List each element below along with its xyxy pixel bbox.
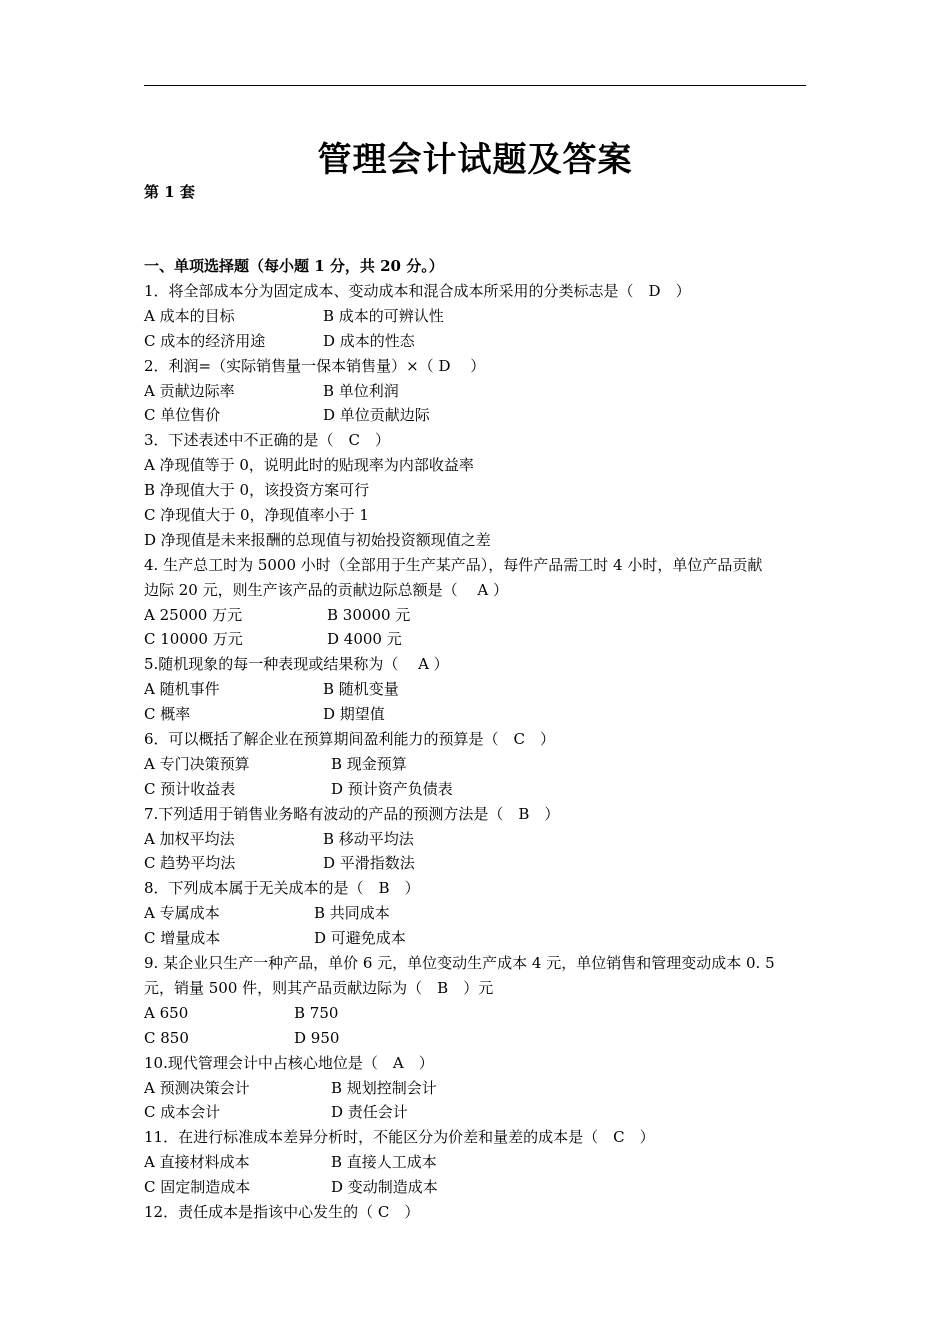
answer-option: D 净现值是未来报酬的总现值与初始投资额现值之差	[144, 530, 491, 549]
answer-option: B 规划控制会计	[331, 1078, 437, 1097]
page-title: 管理会计试题及答案	[317, 140, 633, 180]
answer-option: A 预测决策会计	[144, 1078, 250, 1097]
answer-option: B 现金预算	[331, 754, 407, 773]
question-stem: 12．责任成本是指该中心发生的（ C ）	[144, 1202, 420, 1221]
option-row	[144, 403, 810, 428]
option-row	[144, 304, 810, 329]
option-row	[144, 1150, 810, 1175]
option-row	[144, 503, 810, 528]
option-row	[144, 752, 810, 777]
answer-option: D 平滑指数法	[323, 854, 415, 873]
question-item	[144, 553, 810, 653]
answer-option: D 可避免成本	[314, 929, 406, 948]
answer-option: C 增量成本	[144, 929, 221, 948]
answer-option: A 25000 万元	[144, 605, 243, 624]
answer-option: D 预计资产负债表	[331, 779, 453, 798]
question-item	[144, 1125, 810, 1200]
answer-option: D 4000 元	[327, 630, 402, 649]
answer-option: A 贡献边际率	[144, 381, 235, 400]
question-stem: 10.现代管理会计中占核心地位是（ A ）	[144, 1053, 434, 1072]
answer-option: A 净现值等于 0，说明此时的贴现率为内部收益率	[144, 456, 474, 475]
option-row	[144, 478, 810, 503]
option-row	[144, 1026, 810, 1051]
answer-option: C 预计收益表	[144, 779, 236, 798]
set-label: 第 1 套	[144, 183, 195, 201]
question-item	[144, 279, 810, 354]
option-row	[144, 627, 810, 652]
option-row	[144, 777, 810, 802]
answer-option: D 950	[294, 1028, 340, 1047]
question-item	[144, 727, 810, 802]
question-item	[144, 652, 810, 727]
answer-option: C 10000 万元	[144, 630, 243, 649]
answer-option: C 概率	[144, 705, 191, 724]
answer-option: B 成本的可辨认性	[323, 306, 444, 325]
question-list	[144, 279, 810, 1225]
answer-option: C 成本的经济用途	[144, 331, 266, 350]
answer-option: D 变动制造成本	[331, 1178, 438, 1197]
option-row	[144, 901, 810, 926]
answer-option: A 专属成本	[144, 904, 220, 923]
question-item	[144, 1200, 810, 1225]
question-stem: 2．利润=（实际销售量一保本销售量）×（ D ）	[144, 356, 486, 375]
question-stem: 9. 某企业只生产一种产品，单价 6 元，单位变动生产成本 4 元，单位销售和管理变动成本 0. 5	[144, 954, 775, 973]
answer-option: B 30000 元	[327, 605, 411, 624]
option-row	[144, 1076, 810, 1101]
answer-option: D 单位贡献边际	[323, 406, 430, 425]
question-stem: 5.随机现象的每一种表现或结果称为（ A ）	[144, 655, 449, 674]
question-stem: 1．将全部成本分为固定成本、变动成本和混合成本所采用的分类标志是（ D ）	[144, 282, 691, 300]
option-row	[144, 528, 810, 553]
question-stem: 元，销量 500 件，则其产品贡献边际为（ B ）元	[144, 978, 494, 997]
question-item	[144, 951, 810, 1051]
answer-option: B 直接人工成本	[331, 1153, 437, 1172]
answer-option: D 责任会计	[331, 1103, 408, 1122]
answer-option: A 随机事件	[144, 680, 220, 699]
answer-option: C 趋势平均法	[144, 854, 236, 873]
answer-option: A 650	[144, 1003, 189, 1022]
header-rule	[144, 85, 806, 86]
option-row	[144, 926, 810, 951]
question-stem: 11．在进行标准成本差异分析时，不能区分为价差和量差的成本是（ C ）	[144, 1128, 655, 1147]
answer-option: D 成本的性态	[323, 331, 415, 350]
answer-option: C 成本会计	[144, 1103, 221, 1122]
answer-option: C 单位售价	[144, 406, 221, 425]
answer-option: B 净现值大于 0，该投资方案可行	[144, 481, 370, 500]
option-row	[144, 603, 810, 628]
answer-option: A 专门决策预算	[144, 754, 250, 773]
question-stem: 4. 生产总工时为 5000 小时（全部用于生产某产品），每件产品需工时 4 小时，单位产品贡献	[144, 555, 763, 574]
option-row	[144, 677, 810, 702]
option-row	[144, 329, 810, 354]
answer-option: C 850	[144, 1028, 189, 1047]
question-stem: 6．可以概括了解企业在预算期间盈利能力的预算是（ C ）	[144, 730, 556, 749]
option-row	[144, 1100, 810, 1125]
answer-option: B 单位利润	[323, 381, 399, 400]
question-item	[144, 428, 810, 552]
option-row	[144, 1175, 810, 1200]
option-row	[144, 827, 810, 852]
question-item	[144, 1051, 810, 1126]
question-item	[144, 802, 810, 877]
answer-option: A 成本的目标	[144, 306, 235, 325]
option-row	[144, 453, 810, 478]
option-row	[144, 379, 810, 404]
answer-option: B 750	[294, 1003, 339, 1022]
answer-option: B 随机变量	[323, 680, 399, 699]
answer-option: B 共同成本	[314, 904, 390, 923]
answer-option: B 移动平均法	[323, 829, 414, 848]
question-stem: 8．下列成本属于无关成本的是（ B ）	[144, 879, 420, 898]
question-item	[144, 876, 810, 951]
answer-option: C 净现值大于 0，净现值率小于 1	[144, 506, 369, 525]
answer-option: A 加权平均法	[144, 829, 235, 848]
section-heading: 一、单项选择题（每小题 1 分，共 20 分。）	[144, 257, 444, 275]
answer-option: A 直接材料成本	[144, 1153, 250, 1172]
question-stem: 7.下列适用于销售业务略有波动的产品的预测方法是（ B ）	[144, 804, 560, 823]
answer-option: C 固定制造成本	[144, 1178, 251, 1197]
option-row	[144, 702, 810, 727]
question-stem: 3．下述表述中不正确的是（ C ）	[144, 431, 391, 450]
answer-option: D 期望值	[323, 705, 385, 724]
question-item	[144, 354, 810, 429]
option-row	[144, 1001, 810, 1026]
option-row	[144, 851, 810, 876]
question-stem: 边际 20 元，则生产该产品的贡献边际总额是（ A ）	[144, 580, 508, 599]
